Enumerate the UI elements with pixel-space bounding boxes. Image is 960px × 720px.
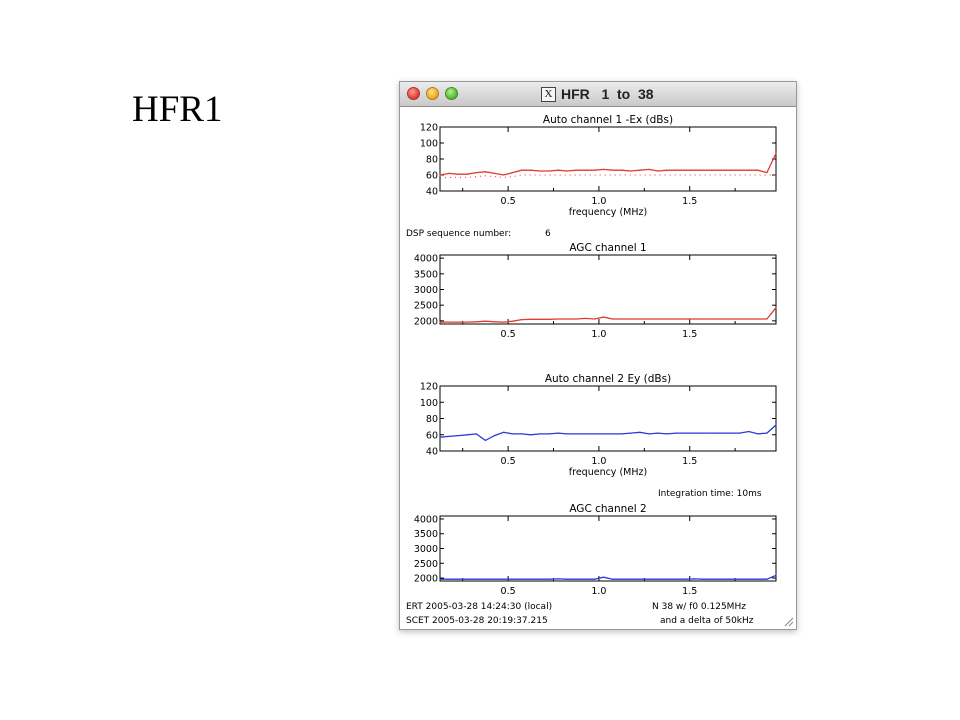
data-point [594,170,595,171]
plot-frame [440,255,776,324]
data-point [594,318,595,319]
series-line [440,575,776,579]
data-point [685,579,686,580]
delta-info: and a delta of 50kHz [660,616,754,626]
data-point [612,170,613,171]
data-point [757,433,758,434]
data-point [630,433,631,434]
data-point [521,579,522,580]
data-point [730,433,731,434]
data-point [657,579,658,580]
window-title: HFR 1 to 38 [561,86,654,102]
data-point [458,579,459,580]
data-point [494,435,495,436]
data-point [485,171,486,172]
data-point [512,321,513,322]
data-point [676,579,677,580]
x-tick-label: 1.5 [682,586,698,597]
x-tick-label: 0.5 [500,456,516,467]
data-point [721,579,722,580]
y-tick-label: 2000 [413,316,438,328]
data-point [676,318,677,319]
data-point [530,170,531,171]
data-point [757,170,758,171]
x-tick-label: 1.5 [682,196,698,207]
reference-series-line [440,175,776,178]
data-point [766,579,767,580]
data-point [530,434,531,435]
data-point [594,433,595,434]
chart-title: Auto channel 2 Ey (dBs) [544,373,672,385]
data-point [567,579,568,580]
data-point [739,318,740,319]
y-tick-label: 4000 [413,514,438,526]
data-point [576,318,577,319]
ert-timestamp: ERT 2005-03-28 14:24:30 (local) [406,602,553,612]
data-point [567,170,568,171]
data-point [512,172,513,173]
y-tick-label: 60 [425,430,438,442]
data-point [775,424,776,425]
data-point [439,322,440,323]
y-tick-label: 2000 [413,573,438,585]
data-point [685,170,686,171]
data-point [503,322,504,323]
data-point [694,318,695,319]
data-point [458,174,459,175]
data-point [585,433,586,434]
data-point [485,321,486,322]
integration-time: Integration time: 10ms [658,489,762,499]
data-point [739,579,740,580]
chart-title: AGC channel 1 [569,242,647,254]
plot-frame [440,386,776,451]
data-point [712,433,713,434]
data-point [558,318,559,319]
data-point [548,433,549,434]
data-point [748,318,749,319]
data-point [739,170,740,171]
data-point [458,322,459,323]
y-tick-label: 4000 [413,253,438,265]
data-point [621,433,622,434]
data-point [748,431,749,432]
data-point [694,578,695,579]
data-point [766,433,767,434]
data-point [694,433,695,434]
data-point [539,433,540,434]
data-point [712,579,713,580]
data-point [721,433,722,434]
data-point [458,435,459,436]
data-point [612,433,613,434]
data-point [685,318,686,319]
y-tick-label: 3000 [413,285,438,296]
data-point [630,579,631,580]
data-point [648,169,649,170]
data-point [476,321,477,322]
data-point [657,318,658,319]
data-point [567,433,568,434]
data-point [775,153,776,154]
y-tick-label: 60 [425,170,438,182]
data-point [648,433,649,434]
data-point [676,170,677,171]
data-point [621,579,622,580]
x11-icon: X [541,87,556,102]
data-point [730,579,731,580]
dsp-sequence-label: DSP sequence number: [406,229,512,239]
series-line [440,308,776,322]
data-point [739,433,740,434]
data-point [503,432,504,433]
y-tick-label: 120 [419,122,438,134]
data-point [449,173,450,174]
chart-title: Auto channel 1 -Ex (dBs) [542,114,674,126]
data-point [639,579,640,580]
y-tick-label: 80 [425,414,438,425]
data-point [775,307,776,308]
x-tick-label: 1.0 [591,196,607,207]
data-point [503,174,504,175]
data-point [757,318,758,319]
data-point [603,169,604,170]
data-point [639,170,640,171]
data-point [539,319,540,320]
data-point [703,579,704,580]
close-button[interactable] [407,87,420,100]
data-point [449,322,450,323]
data-point [439,437,440,438]
data-point [467,434,468,435]
data-point [530,579,531,580]
x-tick-label: 0.5 [500,586,516,597]
slide-title: HFR1 [132,89,223,130]
data-point [621,318,622,319]
data-point [576,433,577,434]
data-point [476,579,477,580]
data-point [603,433,604,434]
series-line [440,153,776,175]
n-frequency-info: N 38 w/ f0 0.125MHz [652,602,746,612]
data-point [585,170,586,171]
x-tick-label: 0.5 [500,329,516,340]
data-point [521,170,522,171]
y-tick-label: 120 [419,381,438,393]
data-point [766,318,767,319]
data-point [476,433,477,434]
x-tick-label: 1.5 [682,329,698,340]
data-point [703,170,704,171]
data-point [703,318,704,319]
data-point [748,170,749,171]
y-tick-label: 3500 [413,529,438,541]
window-titlebar[interactable] [400,82,796,107]
data-point [612,318,613,319]
data-point [612,579,613,580]
data-point [548,579,549,580]
data-point [694,170,695,171]
minimize-button[interactable] [426,87,439,100]
data-point [539,170,540,171]
data-point [703,433,704,434]
data-point [576,579,577,580]
data-point [603,317,604,318]
data-point [676,433,677,434]
y-tick-label: 3500 [413,269,438,281]
data-point [730,318,731,319]
data-point [585,579,586,580]
data-point [576,170,577,171]
plot-frame [440,516,776,581]
data-point [666,579,667,580]
data-point [585,318,586,319]
x-tick-label: 1.5 [682,456,698,467]
data-point [630,170,631,171]
data-point [639,318,640,319]
data-point [685,433,686,434]
data-point [567,318,568,319]
data-point [494,321,495,322]
data-point [449,579,450,580]
data-point [521,433,522,434]
chart-title: AGC channel 2 [569,503,647,515]
data-point [467,174,468,175]
x-tick-label: 0.5 [500,196,516,207]
x-tick-label: 1.0 [591,586,607,597]
data-point [666,318,667,319]
data-point [639,432,640,433]
data-point [621,170,622,171]
data-point [721,318,722,319]
data-point [558,433,559,434]
data-point [512,433,513,434]
resize-grip-icon[interactable] [782,615,794,627]
plot-frame [440,127,776,191]
plots-canvas [400,107,796,627]
y-tick-label: 40 [425,446,438,458]
data-point [530,319,531,320]
y-tick-label: 3000 [413,544,438,555]
data-point [648,579,649,580]
data-point [712,318,713,319]
data-point [721,170,722,171]
dsp-sequence-value: 6 [545,229,551,239]
data-point [766,172,767,173]
y-tick-label: 80 [425,154,438,166]
y-tick-label: 100 [419,397,438,409]
data-point [666,433,667,434]
data-point [485,579,486,580]
data-point [757,579,758,580]
x-tick-label: 1.0 [591,329,607,340]
data-point [439,579,440,580]
y-tick-label: 100 [419,138,438,150]
data-point [503,579,504,580]
data-point [494,173,495,174]
data-point [558,170,559,171]
data-point [657,170,658,171]
series-line [440,425,776,440]
data-point [775,575,776,576]
data-point [512,579,513,580]
data-point [539,579,540,580]
data-point [521,319,522,320]
y-tick-label: 40 [425,186,438,198]
data-point [485,440,486,441]
data-point [558,578,559,579]
y-tick-label: 2500 [413,558,438,570]
data-point [648,318,649,319]
data-point [449,436,450,437]
data-point [476,172,477,173]
data-point [467,579,468,580]
data-point [548,319,549,320]
data-point [548,170,549,171]
y-tick-label: 2500 [413,300,438,312]
hfr-window [399,81,797,630]
data-point [748,579,749,580]
scet-timestamp: SCET 2005-03-28 20:19:37.215 [406,616,548,626]
data-point [594,579,595,580]
x-axis-label: frequency (MHz) [568,207,648,218]
x-axis-label: frequency (MHz) [568,467,648,478]
data-point [467,322,468,323]
data-point [666,170,667,171]
data-point [657,433,658,434]
data-point [630,318,631,319]
data-point [712,170,713,171]
data-point [439,174,440,175]
x-tick-label: 1.0 [591,456,607,467]
data-point [494,579,495,580]
data-point [730,170,731,171]
data-point [603,577,604,578]
maximize-button[interactable] [445,87,458,100]
